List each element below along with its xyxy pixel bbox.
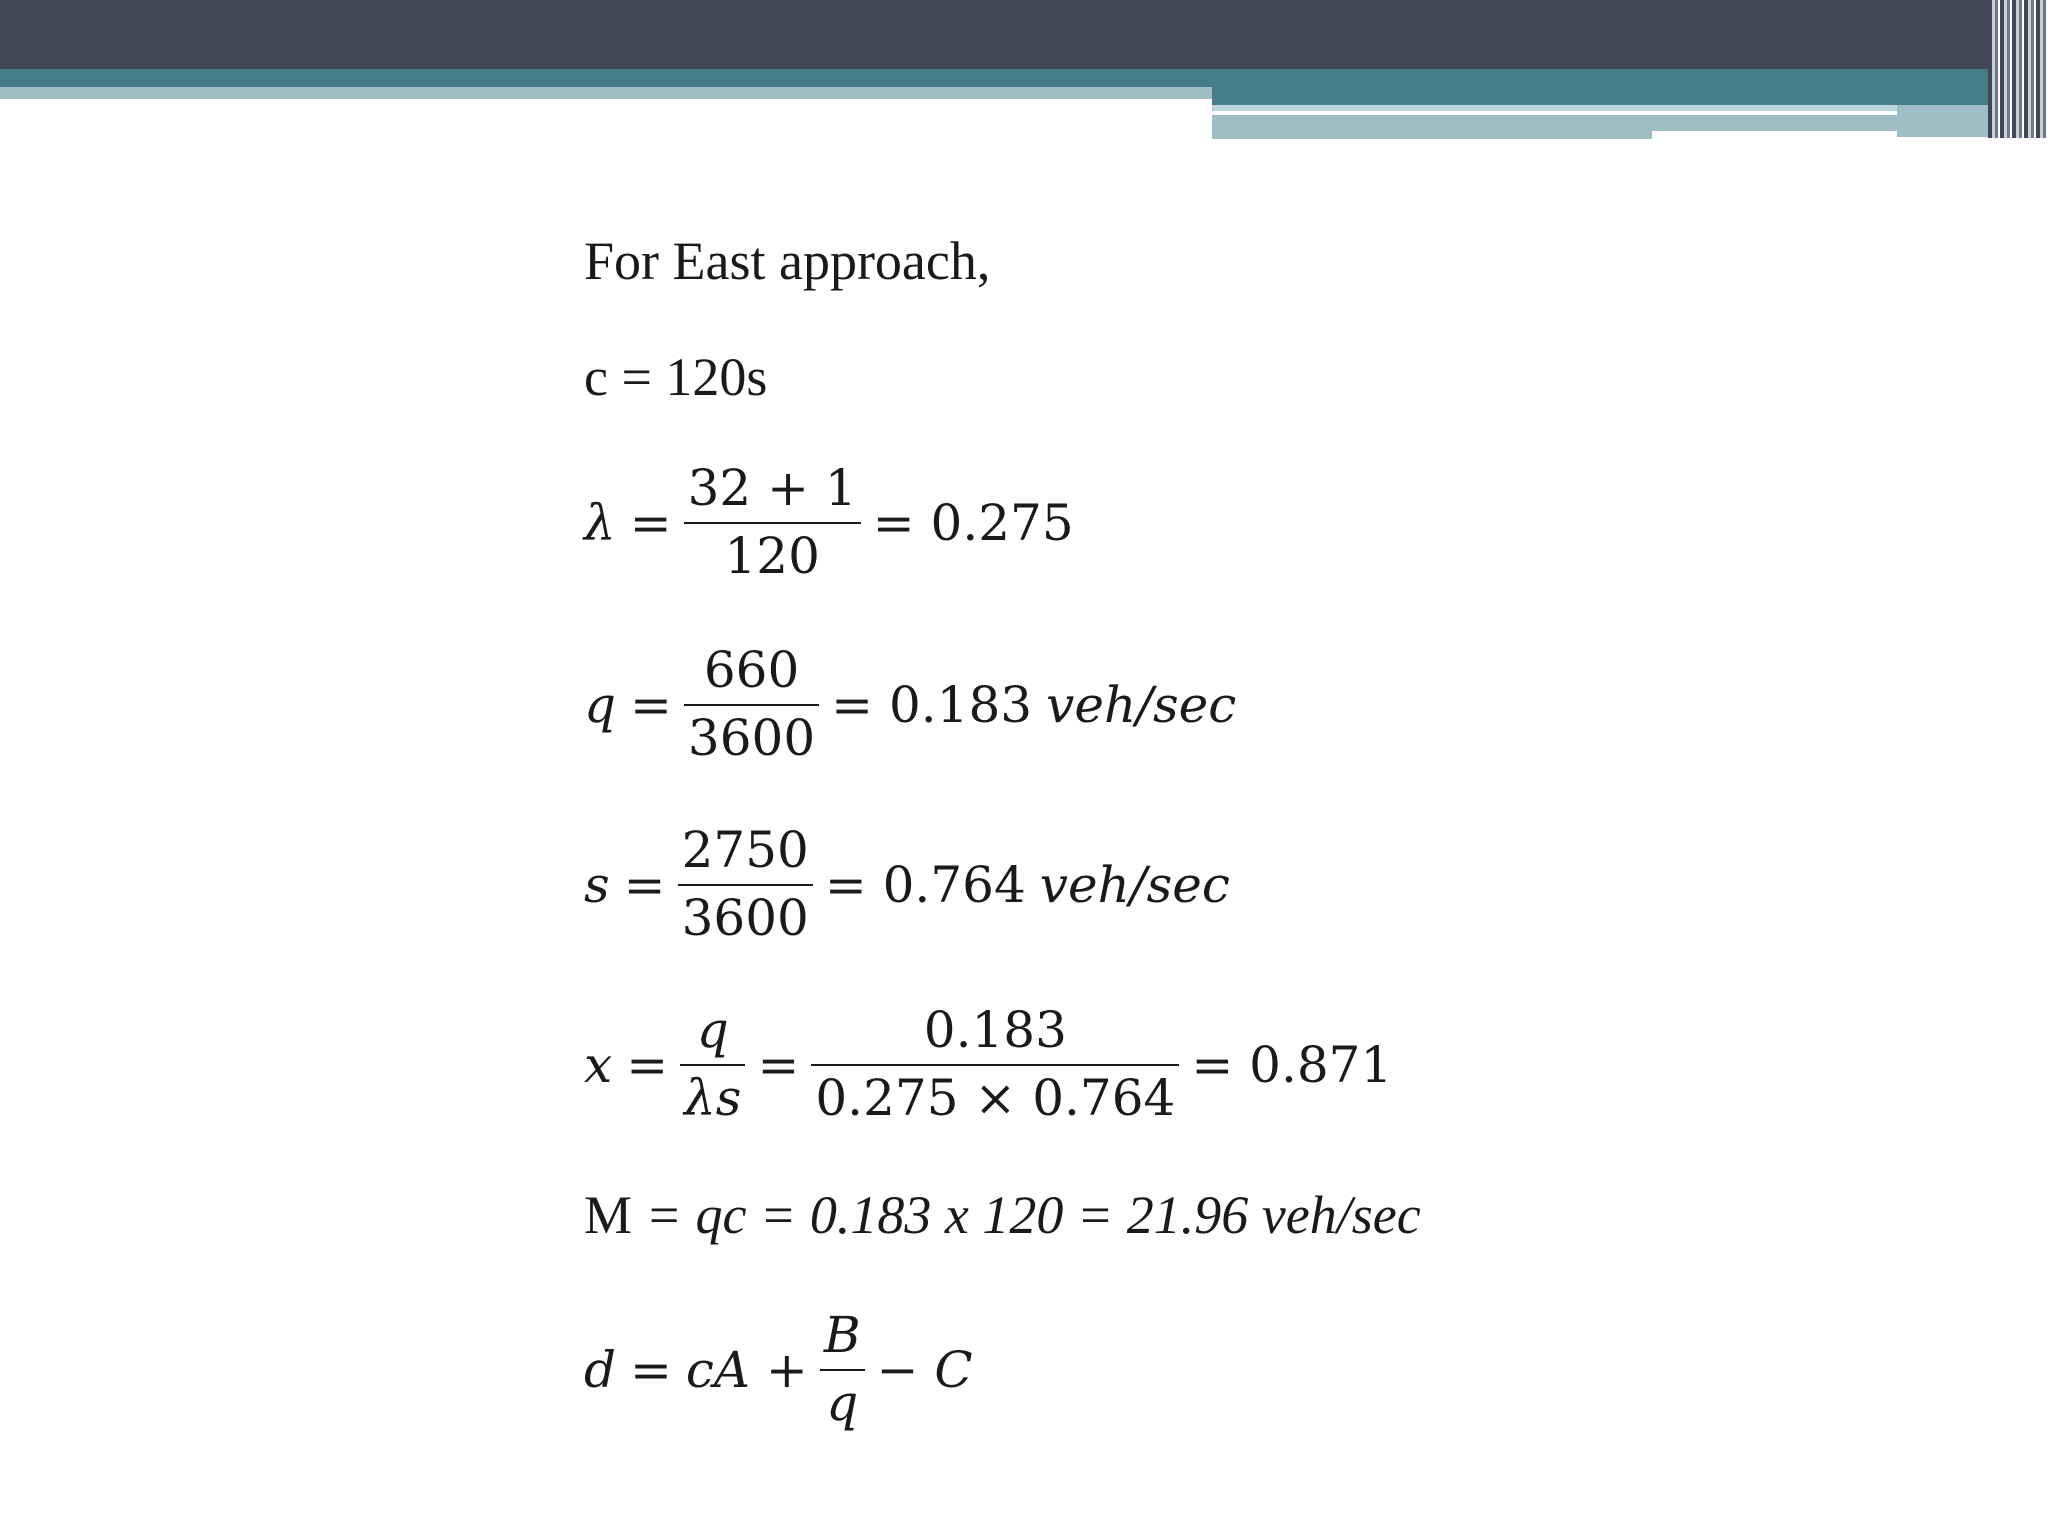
equals-sign: = <box>626 1035 669 1094</box>
fraction-bar <box>811 1064 1179 1066</box>
fraction-bar <box>820 1369 865 1371</box>
header-low-band-end <box>1652 115 1897 131</box>
s-equation <box>584 822 1230 947</box>
m-expression: = qc = 0.183 x 120 = 21.96 veh/sec <box>645 1185 1421 1245</box>
fraction-denominator: 3600 <box>687 708 816 767</box>
header-corner-stripes <box>1988 0 2048 138</box>
s-fraction <box>678 822 813 947</box>
q-equation <box>584 642 1236 767</box>
fraction-numerator: 660 <box>703 641 800 699</box>
m-equation <box>584 1184 1421 1246</box>
s-symbol: s <box>584 855 610 914</box>
fraction-denominator: λs <box>684 1068 742 1127</box>
fraction-denominator: q <box>826 1373 859 1432</box>
s-result: = 0.764 <box>824 855 1026 914</box>
lambda-fraction <box>684 460 861 585</box>
cycle-length-line: c = 120s <box>584 347 768 407</box>
fraction-numerator: 32 + 1 <box>687 459 857 517</box>
x-equation <box>584 1002 1392 1127</box>
d-tail: − C <box>876 1340 973 1399</box>
d-symbol: d <box>584 1340 617 1399</box>
fraction-bar <box>680 1064 745 1066</box>
s-unit: veh/sec <box>1039 855 1230 914</box>
fraction-numerator: B <box>823 1306 861 1364</box>
fraction-bar <box>684 522 861 524</box>
header-teal-band <box>0 69 2048 87</box>
m-symbol: M <box>584 1185 633 1245</box>
fraction-denominator: 0.275 × 0.764 <box>815 1068 1176 1127</box>
header-teal-band-right <box>1212 87 2048 105</box>
equals-sign: = <box>629 493 672 552</box>
fraction-numerator: 2750 <box>681 821 809 879</box>
equals-sign: = <box>630 675 672 734</box>
fraction-bar <box>684 704 819 706</box>
fraction-bar <box>678 884 813 886</box>
d-term: cA + <box>685 1340 808 1399</box>
fraction-denominator: 120 <box>724 526 820 585</box>
lambda-symbol: λ <box>584 493 616 552</box>
approach-title: For East approach, <box>584 231 991 291</box>
header-dark-band <box>0 0 2048 69</box>
equals-sign: = <box>757 1035 800 1094</box>
header-low-band <box>1212 115 1652 139</box>
equals-sign: = <box>623 855 666 914</box>
fraction-numerator: q <box>696 1001 729 1059</box>
q-symbol: q <box>584 675 617 734</box>
x-fraction-symbolic <box>680 1002 745 1127</box>
d-equation <box>584 1307 973 1432</box>
lambda-equation <box>584 460 1074 585</box>
q-fraction <box>684 642 819 767</box>
header-light-band <box>0 87 1212 99</box>
equals-sign: = <box>630 1340 672 1399</box>
q-result: = 0.183 <box>831 675 1033 734</box>
lambda-result: = 0.275 <box>872 493 1074 552</box>
fraction-numerator: 0.183 <box>923 1001 1067 1059</box>
q-unit: veh/sec <box>1046 675 1237 734</box>
x-fraction-numeric <box>811 1002 1179 1127</box>
x-symbol: x <box>584 1035 613 1094</box>
x-result: = 0.871 <box>1191 1035 1393 1094</box>
d-fraction <box>820 1307 865 1432</box>
fraction-denominator: 3600 <box>681 888 809 947</box>
